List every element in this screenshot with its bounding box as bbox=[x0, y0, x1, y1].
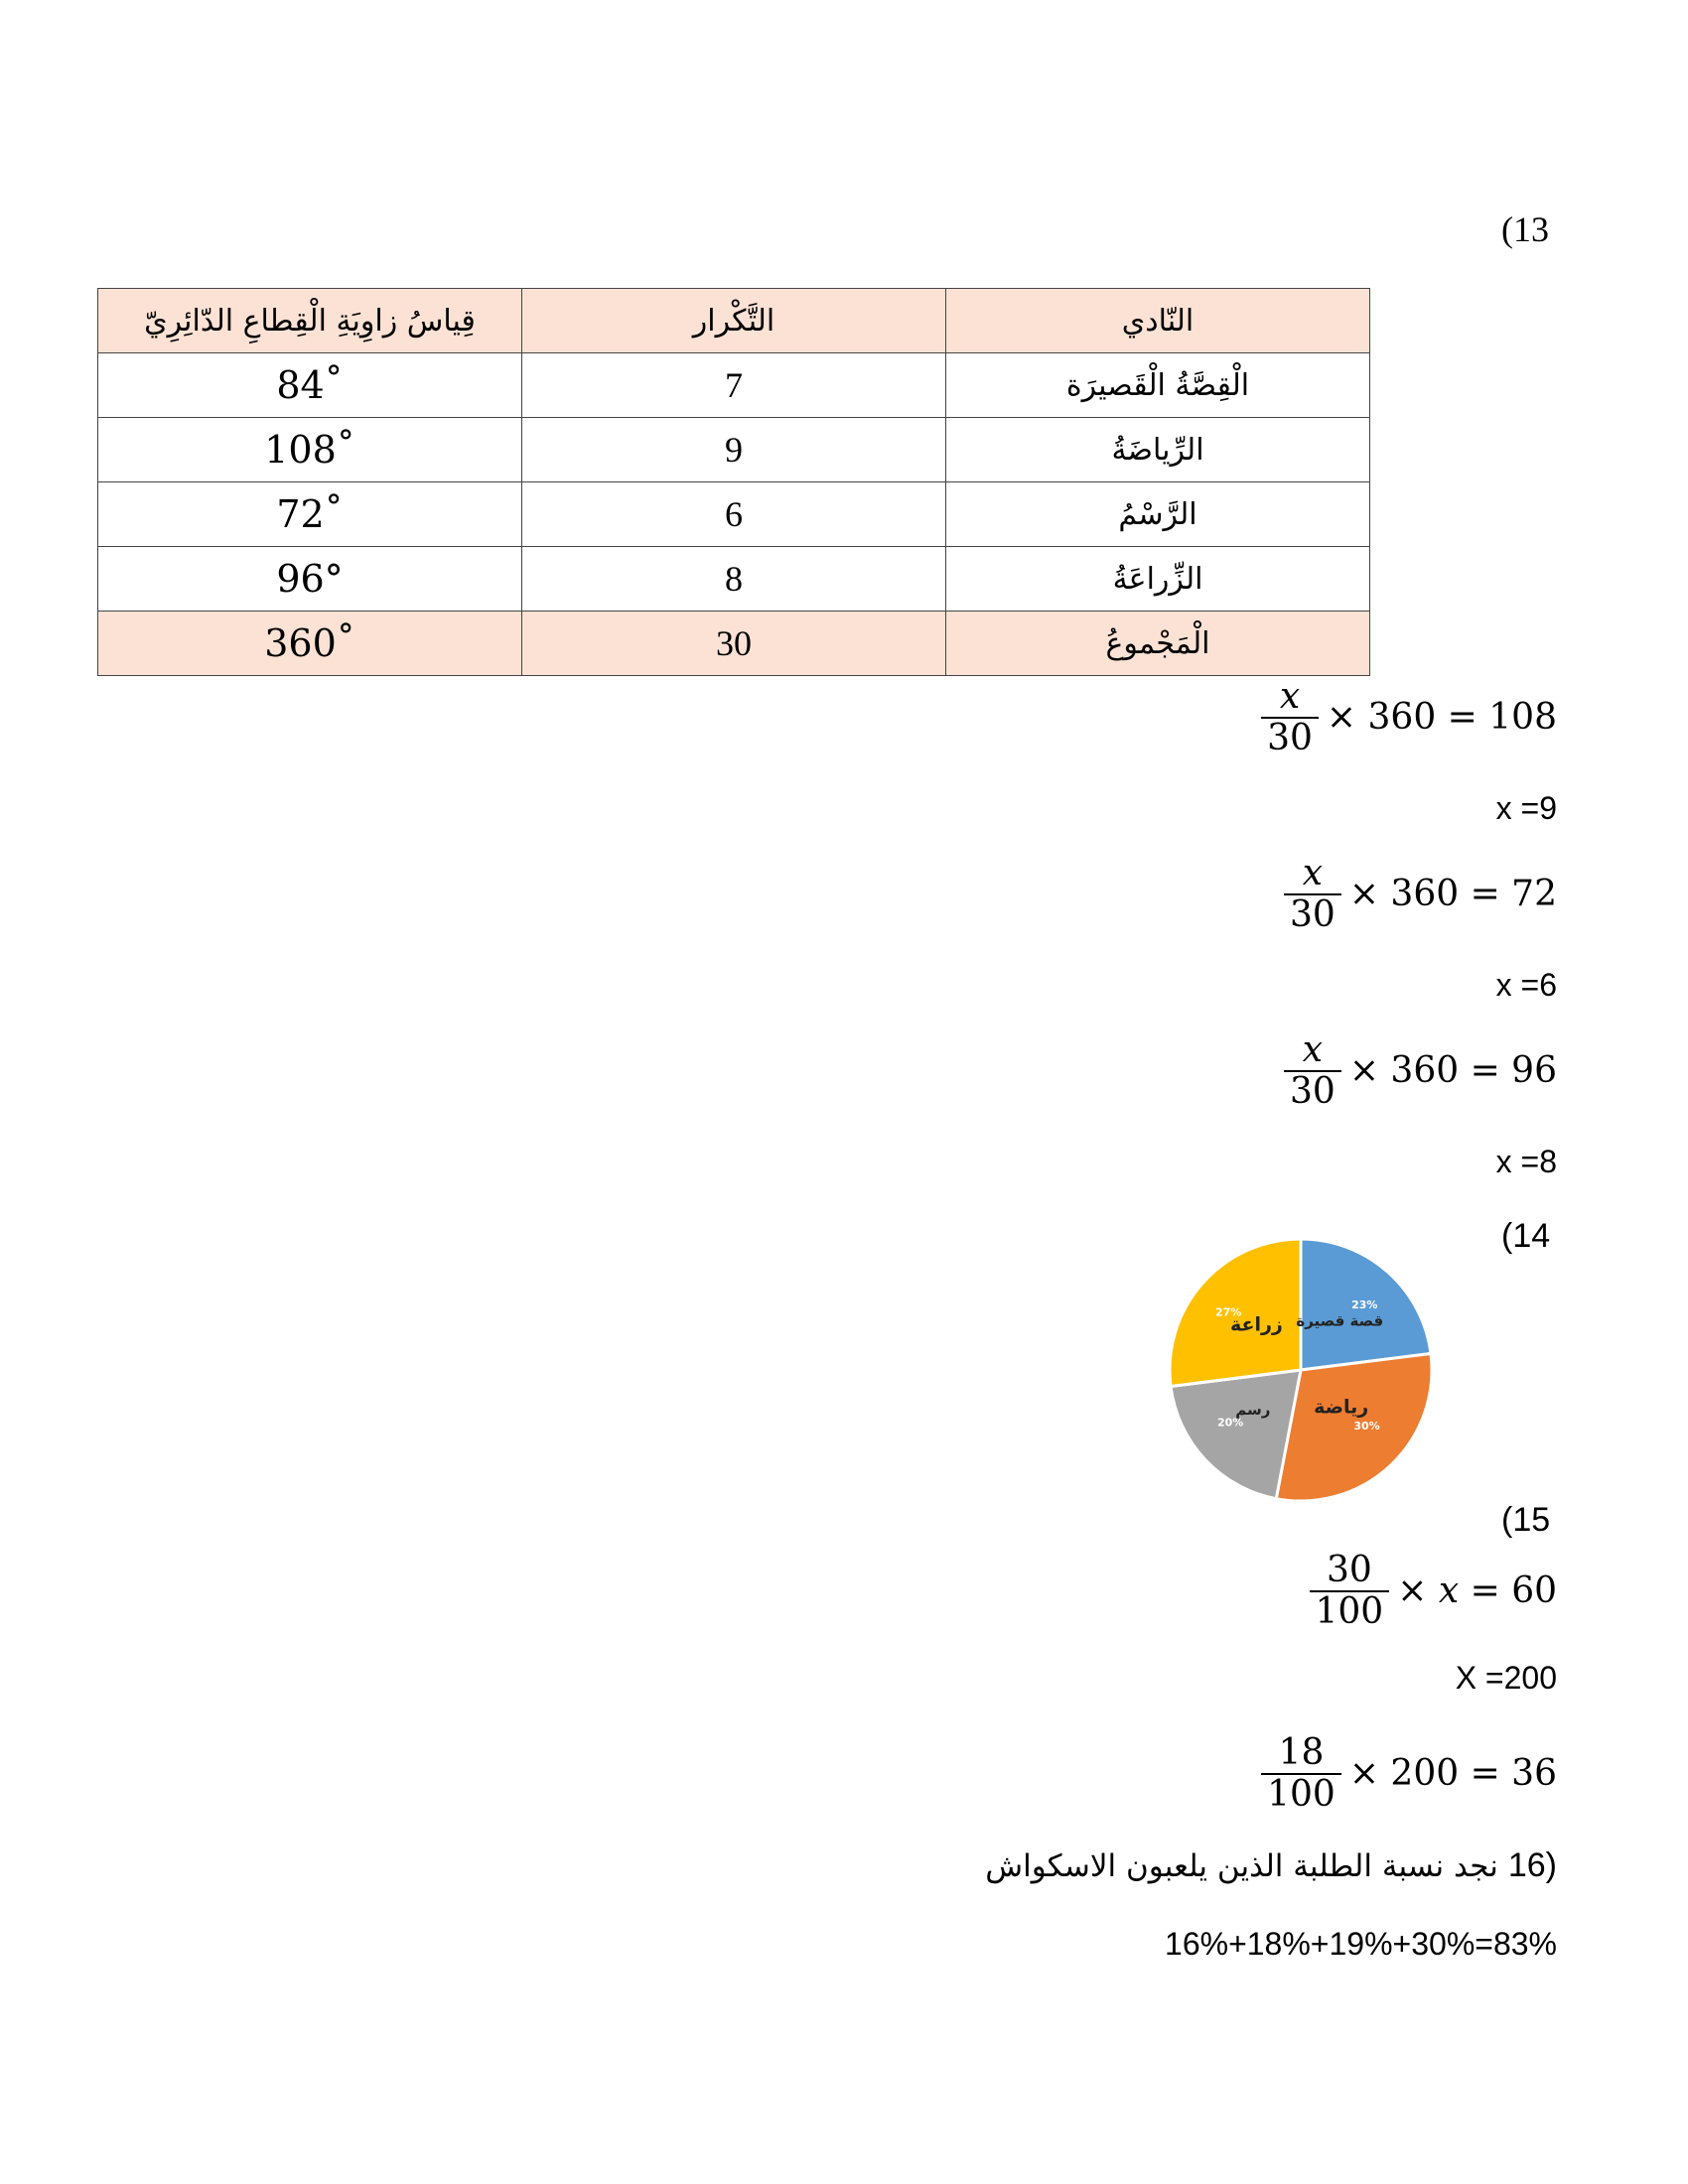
header-frequency: التَّكْرار bbox=[522, 289, 946, 353]
question-16-text: نجد نسبة الطلبة الذين يلعبون الاسكواش bbox=[985, 1847, 1498, 1884]
table-total-row bbox=[98, 612, 1370, 676]
equation-2 bbox=[1284, 854, 1557, 934]
pie-chart bbox=[1152, 1221, 1450, 1519]
fraction bbox=[1261, 1733, 1341, 1814]
question-16 bbox=[985, 1846, 1557, 1885]
fraction-numerator: x bbox=[1302, 853, 1324, 893]
cell-angle: 72˚ bbox=[98, 482, 522, 547]
cell-club: الْقِصَّةُ الْقَصيرَة bbox=[946, 353, 1370, 418]
question-15-number: (15 bbox=[1501, 1501, 1551, 1539]
fraction-numerator: x bbox=[1279, 676, 1301, 717]
question-13-number: (13 bbox=[1501, 209, 1549, 249]
fraction-denominator: 30 bbox=[1290, 893, 1336, 935]
question-16-number: 16) bbox=[1507, 1846, 1557, 1884]
pie-slice-label: رسم bbox=[1235, 1401, 1271, 1420]
pie-slice-label: زراعة bbox=[1229, 1313, 1283, 1336]
fraction-denominator: 100 bbox=[1267, 1773, 1336, 1815]
equation-1 bbox=[1261, 677, 1557, 757]
fraction bbox=[1284, 1030, 1341, 1111]
pie-slice-percent: 30% bbox=[1353, 1420, 1380, 1433]
fraction-numerator: x bbox=[1302, 1029, 1324, 1070]
equation-3 bbox=[1284, 1030, 1557, 1111]
equation-4 bbox=[1310, 1551, 1558, 1631]
fraction-numerator: 18 bbox=[1278, 1732, 1325, 1773]
fraction-denominator: 30 bbox=[1290, 1070, 1336, 1112]
equation-rest: × 360 = 108 bbox=[1326, 697, 1557, 739]
table-row bbox=[98, 418, 1370, 482]
pie-slice bbox=[1171, 1370, 1301, 1499]
equation-5 bbox=[1261, 1733, 1557, 1814]
fraction bbox=[1261, 677, 1319, 757]
cell-frequency: 8 bbox=[522, 547, 946, 612]
cell-club: الزِّراعَةُ bbox=[946, 547, 1370, 612]
equation-rest: × 200 = 36 bbox=[1348, 1753, 1557, 1795]
pie-slice-percent: 27% bbox=[1214, 1305, 1242, 1319]
cell-club: الرَّسْمُ bbox=[946, 482, 1370, 547]
answer-3: x =8 bbox=[1495, 1144, 1557, 1179]
answer-1: x =9 bbox=[1495, 790, 1557, 826]
cell-total-club: الْمَجْموعُ bbox=[946, 612, 1370, 676]
fraction-denominator: 30 bbox=[1267, 717, 1313, 758]
cell-frequency: 6 bbox=[522, 482, 946, 547]
table-row bbox=[98, 482, 1370, 547]
cell-club: الرِّياضَةُ bbox=[946, 418, 1370, 482]
cell-frequency: 9 bbox=[522, 418, 946, 482]
cell-angle: 96° bbox=[98, 547, 522, 612]
header-club: النّادي bbox=[946, 289, 1370, 353]
fraction bbox=[1284, 854, 1341, 934]
answer-2: x =6 bbox=[1495, 967, 1557, 1003]
fraction-denominator: 100 bbox=[1315, 1590, 1384, 1632]
question-14-number: (14 bbox=[1501, 1217, 1551, 1255]
cell-frequency: 7 bbox=[522, 353, 946, 418]
pie-slice-percent: 23% bbox=[1351, 1298, 1378, 1312]
pie-slice-label: قصة قصيرة bbox=[1296, 1311, 1384, 1330]
pie-slice-label: رياضة bbox=[1314, 1396, 1369, 1419]
answer-4: X =200 bbox=[1455, 1660, 1557, 1696]
equation-rest: × 360 = 96 bbox=[1348, 1050, 1557, 1092]
pie-slice-percent: 20% bbox=[1217, 1416, 1244, 1430]
answer-sum: 16%+18%+19%+30%=83% bbox=[1165, 1926, 1557, 1962]
equation-times: × bbox=[1397, 1570, 1439, 1612]
table-row bbox=[98, 353, 1370, 418]
table-row bbox=[98, 547, 1370, 612]
table-header-row bbox=[98, 289, 1370, 353]
cell-total-angle: 360˚ bbox=[98, 612, 522, 676]
frequency-table bbox=[97, 288, 1370, 676]
header-angle: قِياسُ زاوِيَةِ الْقِطاعِ الدّائِرِيّ bbox=[98, 289, 522, 353]
cell-angle: 84˚ bbox=[98, 353, 522, 418]
fraction-numerator: 30 bbox=[1326, 1550, 1372, 1590]
equation-variable: x bbox=[1438, 1570, 1460, 1612]
cell-angle: 108˚ bbox=[98, 418, 522, 482]
cell-total-frequency: 30 bbox=[522, 612, 946, 676]
equation-rest: × 360 = 72 bbox=[1348, 874, 1557, 915]
equation-rest: = 60 bbox=[1459, 1570, 1557, 1612]
fraction bbox=[1310, 1551, 1390, 1631]
